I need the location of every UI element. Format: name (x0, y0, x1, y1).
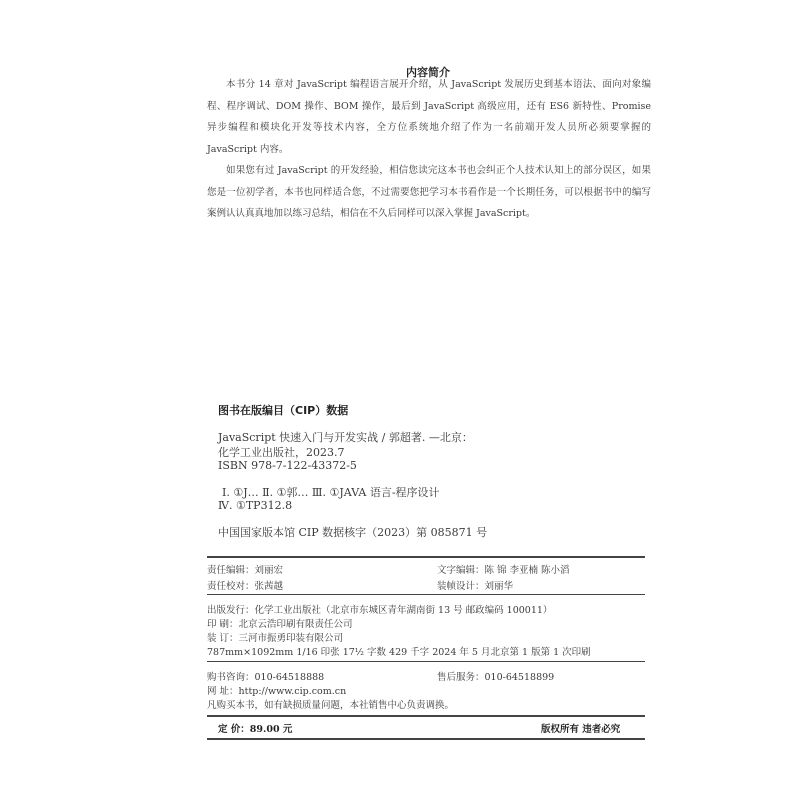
cip-line-publisher: 化学工业出版社，2023.7 (218, 446, 345, 459)
intro-body (207, 74, 651, 225)
divider-top (207, 556, 645, 558)
intro-paragraph-1: 本书分 14 章对 JavaScript 编程语言展开介绍，从 JavaScript 发展历史到基本语法、面向对象编程、程序调试、DOM 操作、BOM 操作，最后到 JavaScript 高级应用，还有 ES6 新特性、Promise 异步编程和模块化开发等技术内容，全方位系统地介绍了作为一名前端开发人员所必须要掌握的 JavaScript 内容。 (207, 79, 651, 155)
publisher-line: 出版发行：化学工业出版社（北京市东城区青年湖南街 13 号 邮政编码 100011） (207, 605, 553, 616)
cover-designer: 装帧设计：刘丽华 (437, 581, 514, 592)
binder-line: 装 订：三河市振勇印装有限公司 (207, 633, 344, 644)
cip-line-number: 中国国家版本馆 CIP 数据核字（2023）第 085871 号 (218, 526, 488, 539)
divider-editors (207, 594, 645, 595)
price: 定 价：89.00 元 (218, 724, 293, 735)
cip-line-tp: Ⅳ. ①TP312.8 (218, 499, 293, 512)
divider-footer (207, 738, 645, 740)
specs-line: 787mm×1092mm 1/16 印张 17½ 字数 429 千字 2024 年 5 月北京第 1 版第 1 次印刷 (207, 647, 591, 658)
return-notice: 凡购买本书，如有缺损质量问题，本社销售中心负责调换。 (207, 700, 455, 711)
cip-line-title: JavaScript 快速入门与开发实战 / 郭超著. —北京： (218, 431, 473, 444)
website-line: 网 址：http://www.cip.com.cn (207, 686, 347, 697)
cip-line-isbn: ISBN 978-7-122-43372-5 (218, 459, 357, 472)
after-sales-hotline: 售后服务：010-64518899 (437, 672, 555, 683)
proofreader: 责任校对：张茜越 (207, 581, 284, 592)
divider-publishing (207, 661, 645, 662)
cip-line-classification: Ⅰ. ①J… Ⅱ. ①郭… Ⅲ. ①JAVA 语言-程序设计 (222, 486, 440, 499)
responsible-editor: 责任编辑：刘丽宏 (207, 565, 284, 576)
intro-paragraph-2: 如果您有过 JavaScript 的开发经验，相信您读完这本书也会纠正个人技术认知上的部分误区，如果您是一位初学者，本书也同样适合您，不过需要您把学习本书看作是一个长期任务，可以根据书中的编写案例认认真真地加以练习总结，相信在不久后同样可以深入掌握 JavaScript。 (207, 165, 651, 219)
text-editors: 文字编辑：陈 锦 李亚楠 陈小滔 (437, 565, 570, 576)
printer-line: 印 刷：北京云浩印刷有限责任公司 (207, 619, 353, 630)
copyright-notice: 版权所有 违者必究 (541, 724, 621, 735)
divider-bottom (207, 715, 645, 717)
purchase-hotline: 购书咨询：010-64518888 (207, 672, 325, 683)
intro-title: 内容简介 (406, 66, 450, 79)
cip-heading: 图书在版编目（CIP）数据 (218, 404, 349, 417)
